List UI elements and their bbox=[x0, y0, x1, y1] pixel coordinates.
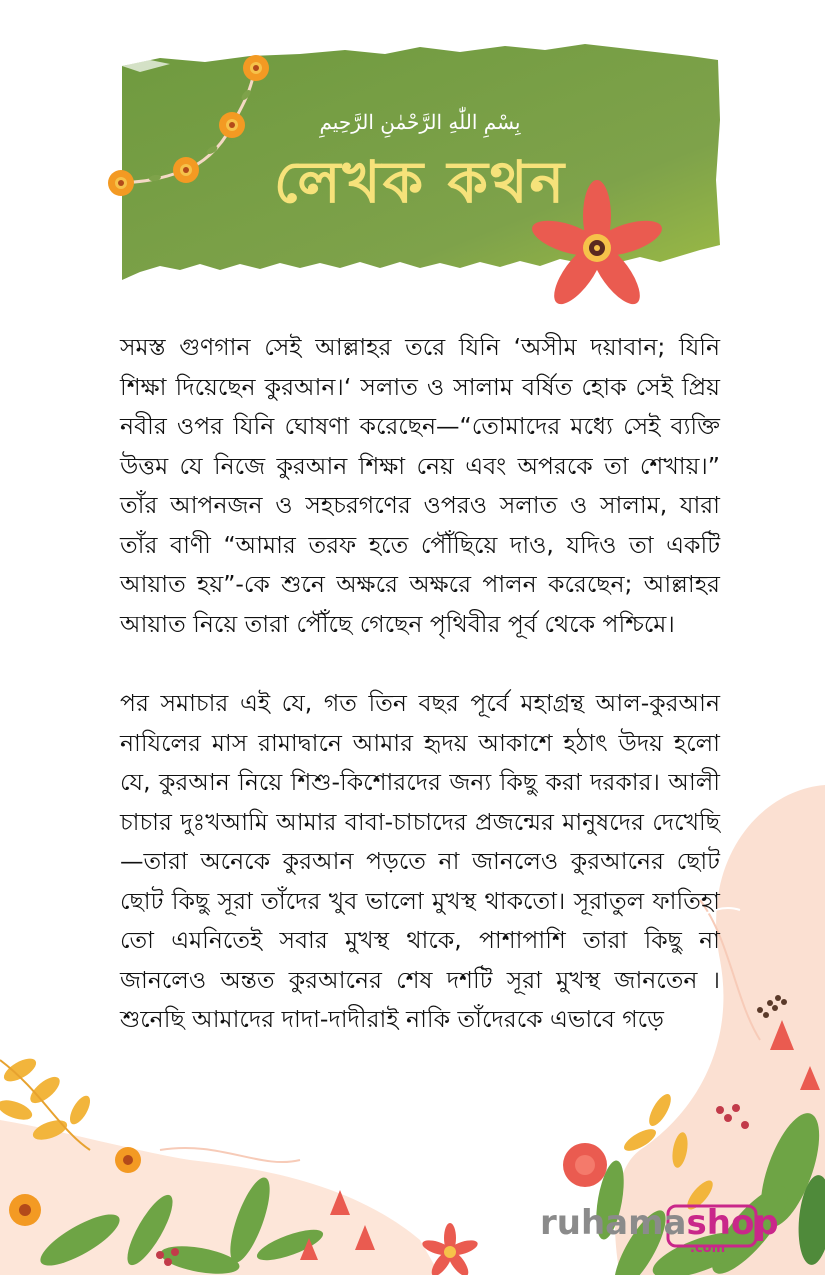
paragraph-2: পর সমাচার এই যে, গত তিন বছর পূর্বে মহাগ্রন্থ আল-কুরআন নাযিলের মাস রামাদ্বানে আমার হৃদয় আকাশে হঠাৎ উদয় হলো যে, কুরআন নিয়ে শিশু-কিশোরদের জন্য কিছু করা দরকার। আলী চাচার দুঃখআমি আমার বাবা-চাচাদের প্রজন্মের মানুষদের দেখেছি—তারা অনেকে কুরআন পড়তে না জানলেও কুরআনের ছোট ছোট কিছু সূরা তাঁদের খুব ভালো মুখস্থ থাকতো। সূরাতুল ফাতিহা তো এমনিতেই সবার মুখস্থ থাকে, পাশাপাশি তারা কিছু না জানলেও অন্তত কুরআনের শেষ দশটি সূরা মুখস্থ জানতেন । শুনেছি আমাদের দাদা-দাদীরাই নাকি তাঁদেরকে এভাবে গড়ে bbox=[120, 689, 720, 1033]
header-banner bbox=[120, 60, 720, 280]
watermark-shop: shop bbox=[686, 1203, 779, 1243]
watermark-domain: .com bbox=[690, 1241, 726, 1256]
watermark bbox=[540, 1203, 779, 1256]
body-text bbox=[120, 328, 720, 1080]
paragraph-1: সমস্ত গুণগান সেই আল্লাহর তরে যিনি ‘অসীম দয়াবান; যিনি শিক্ষা দিয়েছেন কুরআন।‘ সলাত ও সালাম বর্ষিত হোক সেই প্রিয় নবীর ওপর যিনি ঘোষণা করেছেন—“তোমাদের মধ্যে সেই ব্যক্তি উত্তম যে নিজে কুরআন শিক্ষা নেয় এবং অপরকে তা শেখায়।” তাঁর আপনজন ও সহচরগণের ওপরও সলাত ও সালাম, যারা তাঁর বাণী “আমার তরফ হতে পৌঁছিয়ে দাও, যদিও তা একটি আয়াত হয়”-কে শুনে অক্ষরে অক্ষরে পালন করেছেন; আল্লাহর আয়াত নিয়ে তারা পৌঁছে গেছেন পৃথিবীর পূর্ব থেকে পশ্চিমে। bbox=[120, 333, 720, 638]
bismillah-text: بِسْمِ اللّٰهِ الرَّحْمٰنِ الرَّحِيمِ bbox=[319, 110, 521, 134]
watermark-brand: ruhama bbox=[540, 1203, 687, 1243]
page-title: লেখক কথন bbox=[273, 148, 567, 216]
